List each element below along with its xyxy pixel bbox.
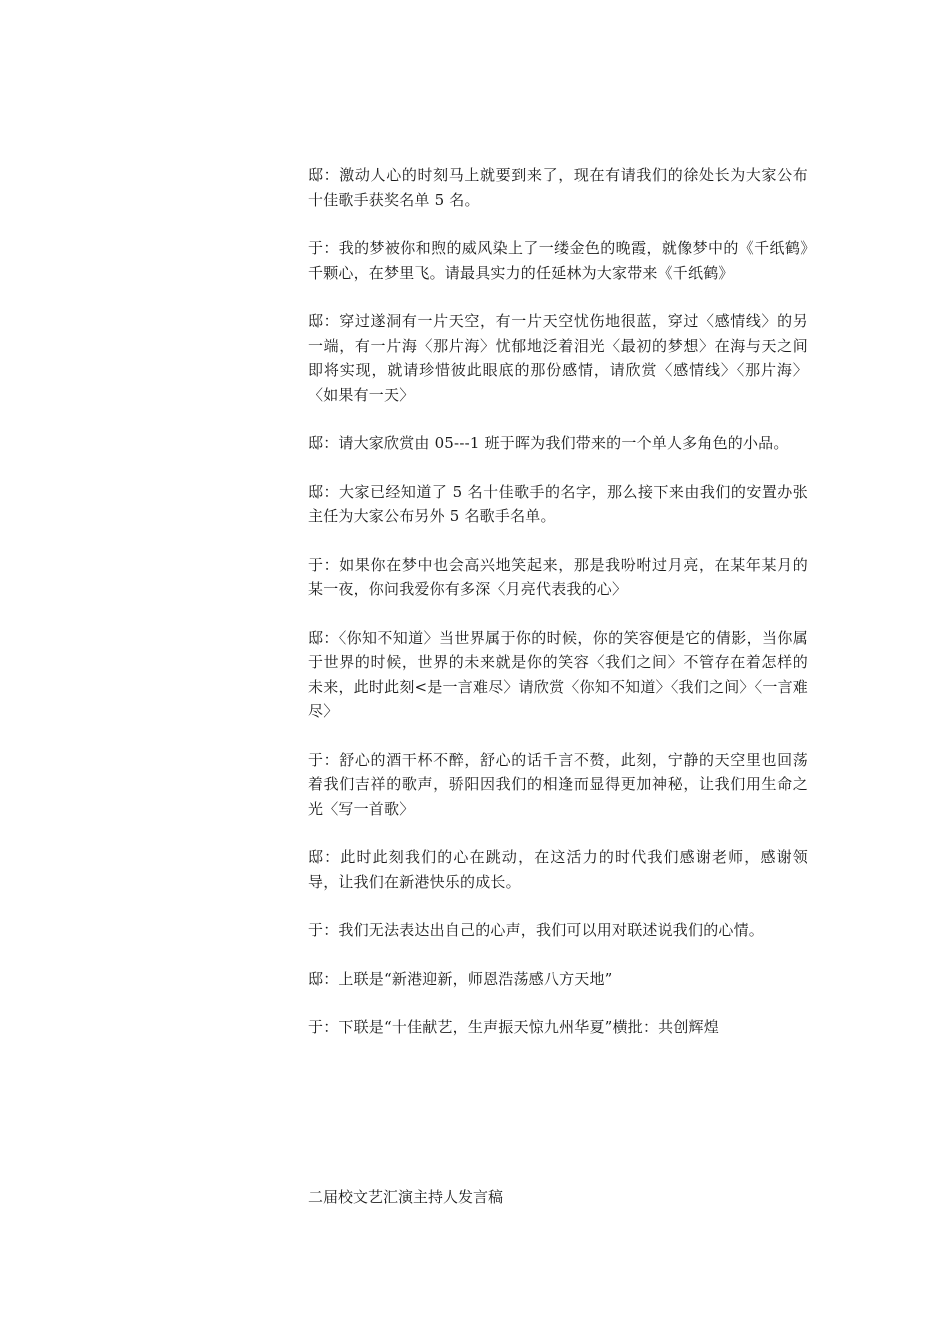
document-body [308,163,808,1064]
document-footer-title: 二届校文艺汇演主持人发言稿 [308,1188,504,1206]
paragraph-4: 邸：请大家欣赏由 05---1 班于晖为我们带来的一个单人多角色的小品。 [308,434,789,452]
paragraph-9: 邸：此时此刻我们的心在跳动，在这活力的时代我们感谢老师，感谢领导，让我们在新港快乐的成长。 [308,848,808,891]
paragraph-6: 于：如果你在梦中也会高兴地笑起来，那是我吩咐过月亮，在某年某月的某一夜，你问我爱你有多深〈月亮代表我的心〉 [308,555,808,598]
paragraph-1: 邸：激动人心的时刻马上就要到来了，现在有请我们的徐处长为大家公布十佳歌手获奖名单 5 名。 [308,166,808,209]
paragraph-12: 于：下联是“十佳献艺，生声振天惊九州华夏”横批：共创辉煌 [308,1018,719,1036]
paragraph-2: 于：我的梦被你和煦的威风染上了一缕金色的晚霞，就像梦中的《千纸鹤》千颗心，在梦里飞。请最具实力的任延林为大家带来《千纸鹤》 [308,239,808,282]
paragraph-7: 邸：〈你知不知道〉当世界属于你的时候，你的笑容便是它的倩影，当你属于世界的时候，世界的未来就是你的笑容〈我们之间〉不管存在着怎样的未来，此时此刻<是一言难尽〉请欣赏〈你知不知道〉〈我们之间〉〈一言难尽〉 [308,628,808,720]
paragraph-8: 于：舒心的酒干杯不醉，舒心的话千言不赘，此刻，宁静的天空里也回荡着我们吉祥的歌声，骄阳因我们的相逢而显得更加神秘，让我们用生命之光〈写一首歌〉 [308,750,808,818]
paragraph-11: 邸：上联是“新港迎新，师恩浩荡感八方天地” [308,969,613,988]
paragraph-5: 邸：大家已经知道了 5 名十佳歌手的名字，那么接下来由我们的安置办张主任为大家公布另外 5 名歌手名单。 [308,482,808,525]
paragraph-3: 邸：穿过遂洞有一片天空，有一片天空忧伤地很蓝，穿过〈感情线〉的另一端，有一片海〈那片海〉忧郁地泛着泪光〈最初的梦想〉在海与天之间即将实现，就请珍惜彼此眼底的那份感情，请欣赏〈感情线〉〈那片海〉〈如果有一天〉 [308,312,808,404]
paragraph-10: 于：我们无法表达出自己的心声，我们可以用对联述说我们的心情。 [308,921,765,939]
